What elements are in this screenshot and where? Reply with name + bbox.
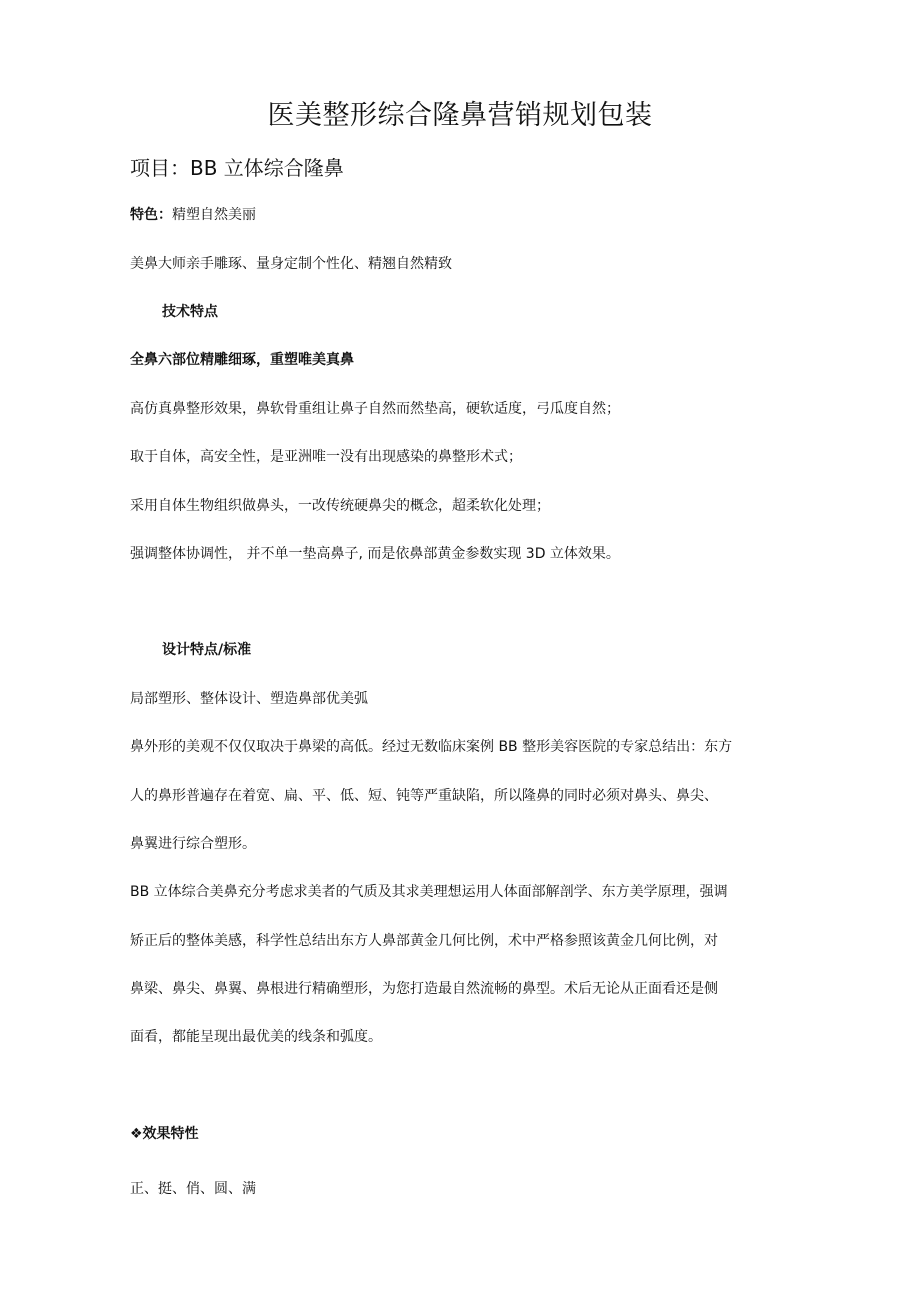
- tech-subheading: 全鼻六部位精雕细琢，重塑唯美真鼻: [130, 352, 354, 368]
- tech-point: 采用自体生物组织做鼻头，一改传统硬鼻尖的概念，超柔软化处理；: [130, 498, 550, 514]
- paragraph-line: 矫正后的整体美感，科学性总结出东方人鼻部黄金几何比例，术中严格参照该黄金几何比例，对: [130, 933, 718, 949]
- paragraph-line: BB 立体综合美鼻充分考虑求美者的气质及其求美理想运用人体面部解剖学、东方美学原理，强调: [130, 884, 728, 900]
- effect-heading: ❖效果特性: [130, 1126, 199, 1142]
- feature-label: 特色：: [130, 207, 172, 223]
- design-subheading: 局部塑形、整体设计、塑造鼻部优美弧: [130, 691, 368, 707]
- paragraph-line: 鼻翼进行综合塑形。: [130, 836, 256, 852]
- project-heading: 项目：BB 立体综合隆鼻: [130, 156, 344, 180]
- paragraph-line: 鼻外形的美观不仅仅取决于鼻梁的高低。经过无数临床案例 BB 整形美容医院的专家总结出：东方: [130, 739, 733, 755]
- feature-value: 精塑自然美丽: [172, 207, 256, 223]
- tech-point: 取于自体，高安全性，是亚洲唯一没有出现感染的鼻整形术式；: [130, 449, 522, 465]
- paragraph-line: 面看，都能呈现出最优美的线条和弧度。: [130, 1029, 382, 1045]
- paragraph-line: 人的鼻形普遍存在着宽、扁、平、低、短、钝等严重缺陷，所以隆鼻的同时必须对鼻头、鼻尖、: [130, 788, 718, 804]
- effect-list: 正、挺、俏、圆、满: [130, 1181, 256, 1197]
- document-title: 医美整形综合隆鼻营销规划包装: [267, 100, 653, 131]
- design-heading: 设计特点/标准: [162, 642, 252, 658]
- paragraph-line: 鼻梁、鼻尖、鼻翼、鼻根进行精确塑形，为您打造最自然流畅的鼻型。术后无论从正面看还是侧: [130, 981, 718, 997]
- feature-line: [130, 205, 256, 225]
- tech-point: 高仿真鼻整形效果，鼻软骨重组让鼻子自然而然垫高，硬软适度，弓瓜度自然；: [130, 401, 620, 417]
- tech-heading: 技术特点: [162, 304, 218, 320]
- tech-point: 强调整体协调性， 并不单一垫高鼻子, 而是依鼻部黄金参数实现 3D 立体效果。: [130, 546, 620, 562]
- tagline: 美鼻大师亲手雕琢、量身定制个性化、精翘自然精致: [130, 256, 452, 272]
